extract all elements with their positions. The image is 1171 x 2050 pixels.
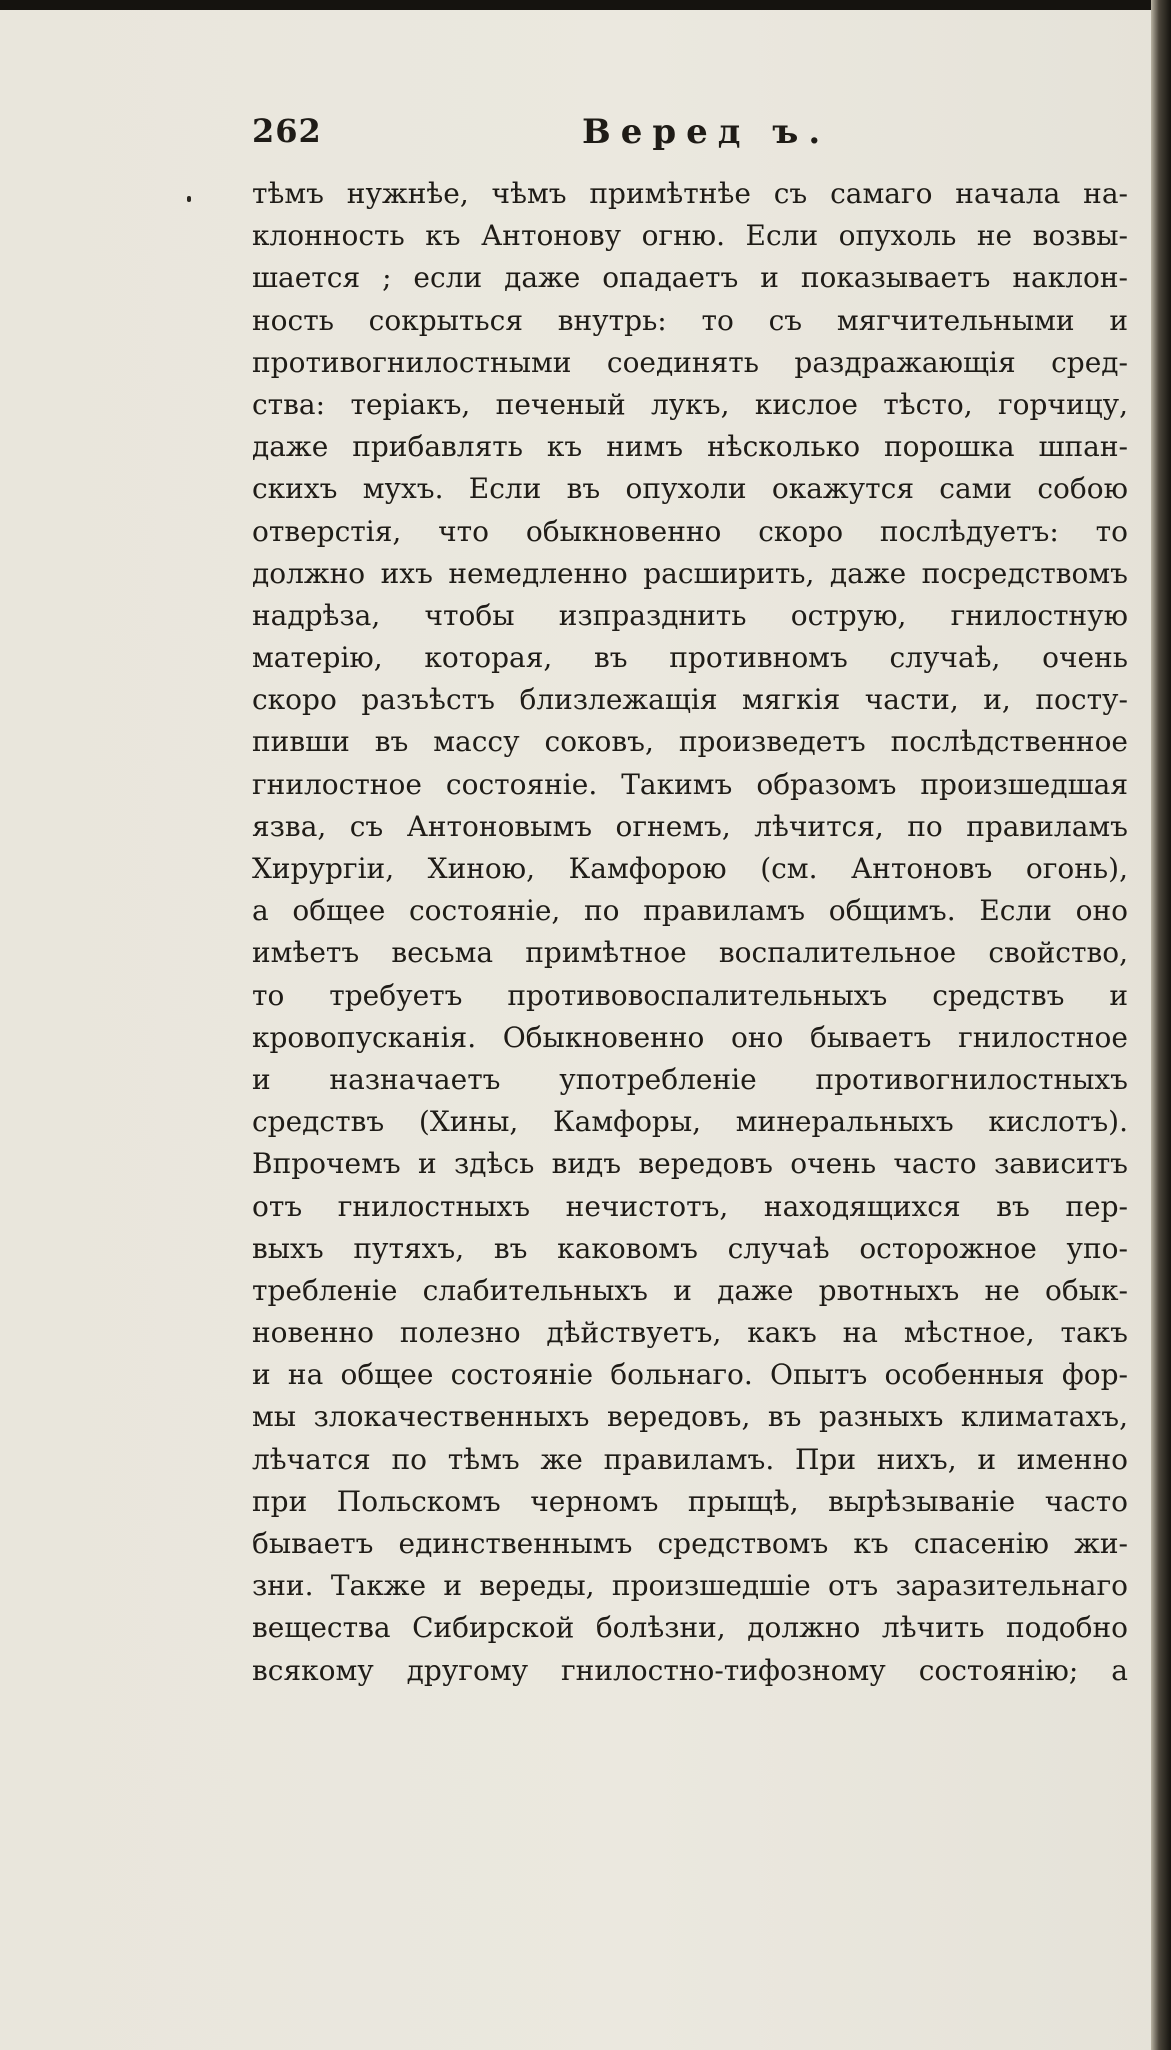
text-line: отъ гнилостныхъ нечистотъ, находящихся въ пер- xyxy=(252,1189,1128,1223)
page-top-edge xyxy=(0,0,1160,10)
text-line: надрѣза, чтобы изпразднить острую, гнилостную xyxy=(252,598,1128,632)
page-right-edge-shadow xyxy=(1151,0,1171,2050)
text-line: скоро разъѣстъ близлежащія мягкія части, и, посту- xyxy=(252,683,1128,717)
text-line: скихъ мухъ. Если въ опухоли окажутся сами собою xyxy=(252,472,1128,506)
text-line: гнилостное состояніе. Такимъ образомъ произшедшая xyxy=(252,767,1128,801)
text-line: бываетъ единственнымъ средствомъ къ спасенію жи- xyxy=(252,1527,1128,1560)
text-line: то требуетъ противовоспалительныхъ средствъ и xyxy=(252,978,1128,1012)
text-line: имѣетъ весьма примѣтное воспалительное свойство, xyxy=(252,936,1128,970)
text-line: кровопусканія. Обыкновенно оно бываетъ гнилостное xyxy=(252,1020,1128,1054)
text-line: противогнилостными соединять раздражающія сред- xyxy=(252,345,1128,379)
text-line: даже прибавлять къ нимъ нѣсколько порошка шпан- xyxy=(252,430,1128,464)
text-line: зни. Также и вереды, произшедшіе отъ заразительнаго xyxy=(252,1569,1128,1603)
text-line: должно ихъ немедленно расширить, даже посредствомъ xyxy=(252,556,1128,590)
text-line: выхъ путяхъ, въ каковомъ случаѣ осторожное упо- xyxy=(252,1231,1128,1265)
text-line: и на общее состояніе больнаго. Опытъ особенныя фор- xyxy=(252,1358,1128,1392)
text-line: ность сокрыться внутрь: то съ мягчительными и xyxy=(252,303,1128,337)
text-line: вещества Сибирской болѣзни, должно лѣчить подобно xyxy=(252,1611,1128,1645)
text-line: и назначаетъ употребленіе противогнилостныхъ xyxy=(252,1062,1128,1096)
text-line: Впрочемъ и здѣсь видъ вередовъ очень часто зависитъ xyxy=(252,1147,1128,1181)
text-line: Хирургіи, Хиною, Камфорою (см. Антоновъ огонь), xyxy=(252,852,1128,885)
text-line: клонность къ Антонову огню. Если опухоль не возвы- xyxy=(252,219,1128,253)
text-line: шается ; если даже опадаетъ и показываетъ наклон- xyxy=(252,261,1128,295)
page-number: 262 xyxy=(252,112,322,150)
text-line: отверстія, что обыкновенно скоро послѣдуетъ: то xyxy=(252,514,1128,548)
body-text xyxy=(252,173,1128,1692)
ink-spot xyxy=(187,196,191,202)
text-line: а общее состояніе, по правиламъ общимъ. Если оно xyxy=(252,894,1128,928)
text-line: ства: теріакъ, печеный лукъ, кислое тѣсто, горчицу, xyxy=(252,387,1128,421)
text-line: пивши въ массу соковъ, произведетъ послѣдственное xyxy=(252,725,1128,759)
text-line: язва, съ Антоновымъ огнемъ, лѣчится, по правиламъ xyxy=(252,809,1128,843)
text-line: средствъ (Хины, Камфоры, минеральныхъ кислотъ). xyxy=(252,1105,1128,1139)
text-line: матерію, которая, въ противномъ случаѣ, очень xyxy=(252,641,1128,675)
text-line: при Польскомъ черномъ прыщѣ, вырѣзываніе часто xyxy=(252,1484,1128,1518)
text-line: мы злокачественныхъ вередовъ, въ разныхъ климатахъ, xyxy=(252,1400,1128,1434)
page-header xyxy=(252,104,1114,168)
running-title: Веред ъ. xyxy=(582,112,831,152)
text-line: требленіе слабительныхъ и даже рвотныхъ не обык- xyxy=(252,1273,1128,1307)
text-line: всякому другому гнилостно-тифозному состоянію; а xyxy=(252,1653,1128,1687)
text-line: новенно полезно дѣйствуетъ, какъ на мѣстное, такъ xyxy=(252,1316,1128,1350)
text-line: тѣмъ нужнѣе, чѣмъ примѣтнѣе съ самаго начала на- xyxy=(252,177,1128,210)
text-line: лѣчатся по тѣмъ же правиламъ. При нихъ, и именно xyxy=(252,1442,1128,1476)
